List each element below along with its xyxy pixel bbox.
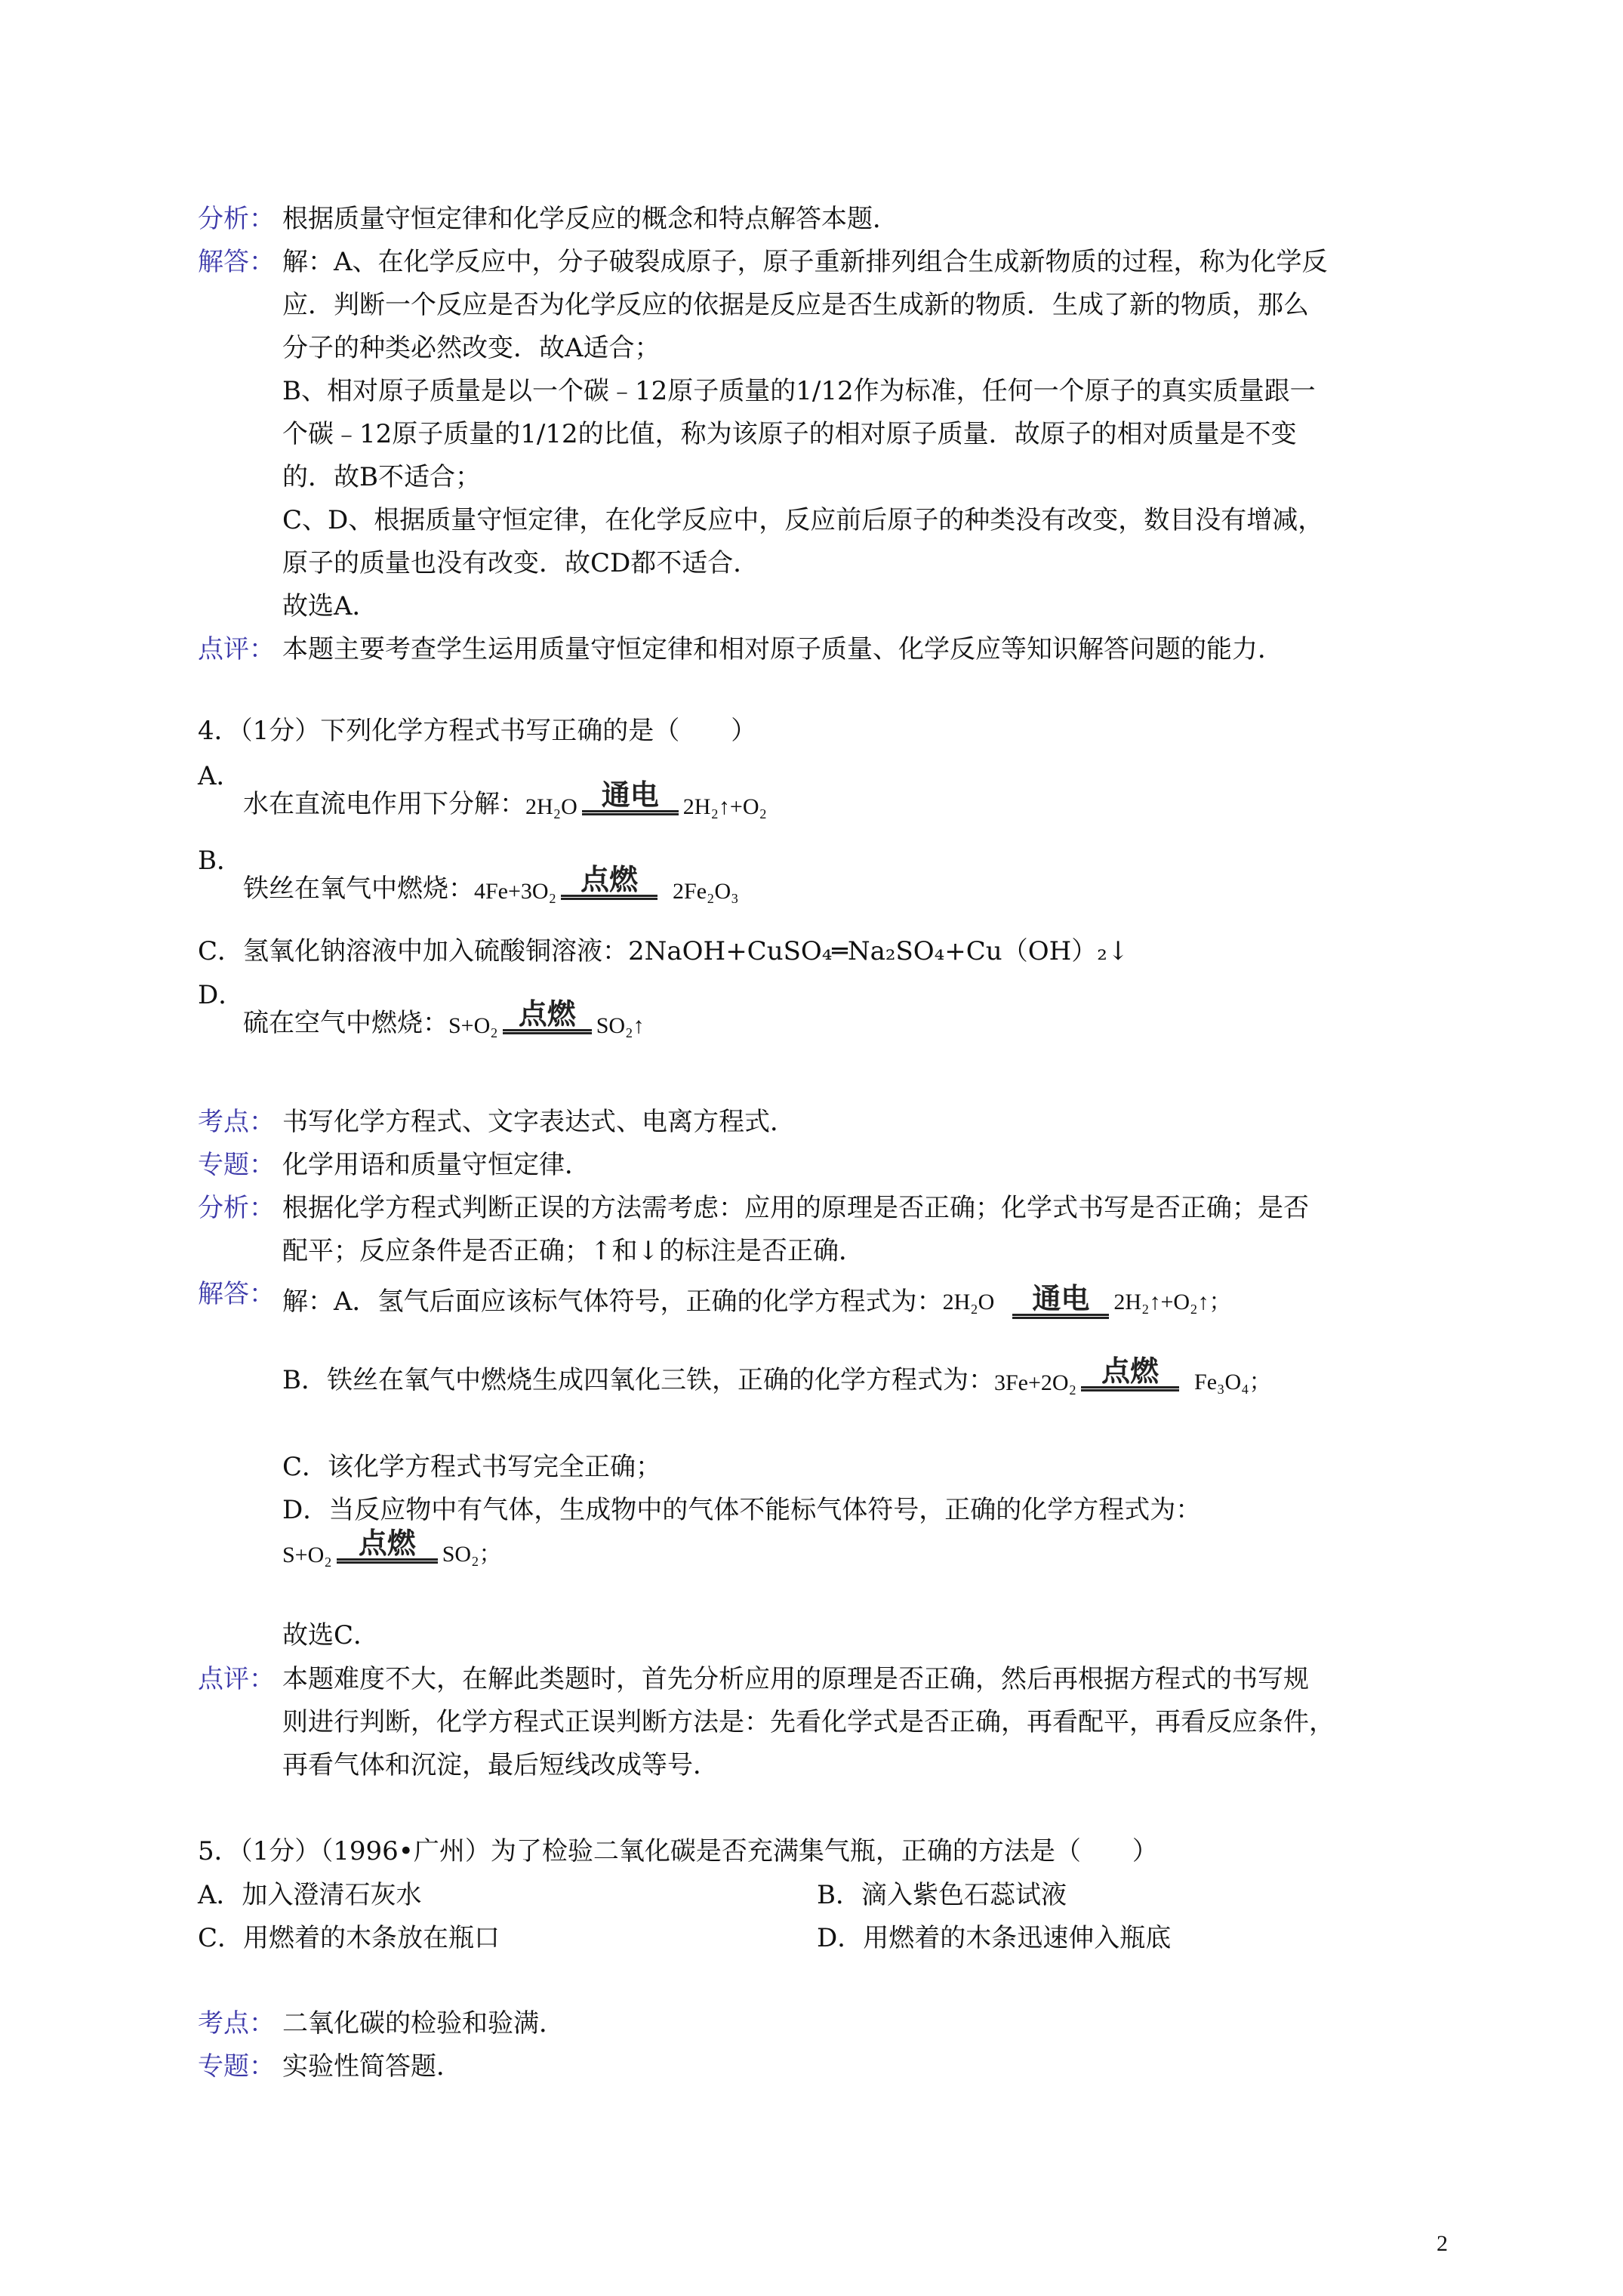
option-text: 硫在空气中燃烧： [243, 1008, 448, 1038]
jieda-label: 解答： [198, 247, 275, 277]
q5-option-d: D．用燃着的木条迅速伸入瓶底 [817, 1923, 1172, 1953]
fenxi-text: 根据质量守恒定律和化学反应的概念和特点解答本题． [282, 204, 898, 234]
equation-rhs: SO₂↑ [596, 1013, 645, 1038]
jieda-line: 个碳﹣12原子质量的1/12的比值，称为该原子的相对原子质量．故原子的相对质量是不变 [282, 419, 1297, 449]
q4-option-b [198, 840, 1443, 905]
fenxi-label: 分析： [198, 1193, 275, 1223]
jieda-line: 解：A、在化学反应中，分子破裂成原子，原子重新排列组合生成新物质的过程，称为化学反 [282, 247, 1328, 277]
option-letter: A． [198, 761, 242, 791]
q4-option-a [198, 755, 1443, 820]
jieda-line: C、D、根据质量守恒定律，在化学反应中，反应前后原子的种类没有改变，数目没有增减， [282, 505, 1324, 535]
fenxi-line: 根据化学方程式判断正误的方法需考虑：应用的原理是否正确；化学式书写是否正确；是否 [282, 1193, 1309, 1223]
page-number: 2 [1437, 2231, 1448, 2256]
equation-rhs: 2H₂↑+O₂ [682, 794, 767, 819]
dianping-text: 本题主要考查学生运用质量守恒定律和相对原子质量、化学反应等知识解答问题的能力． [282, 634, 1283, 664]
jieda-a-text: 解：A．氢气后面应该标气体符号，正确的化学方程式为： [282, 1287, 943, 1317]
fenxi-line: 配平；反应条件是否正确；↑和↓的标注是否正确． [282, 1236, 864, 1266]
dianping-line: 再看气体和沉淀，最后短线改成等号． [282, 1750, 719, 1780]
q5-stem: 5．（1分）（1996•广州）为了检验二氧化碳是否充满集气瓶，正确的方法是（ ） [198, 1836, 1158, 1866]
q4-analysis-block [198, 1101, 1443, 1273]
zhuanti-text: 化学用语和质量守恒定律． [282, 1150, 590, 1180]
reaction-arrow [337, 1528, 438, 1564]
fenxi-label: 分析： [198, 204, 275, 234]
reaction-arrow [561, 864, 658, 900]
equation-lhs: 3Fe+2O₂ [993, 1370, 1077, 1395]
equation-rhs: SO₂； [442, 1542, 502, 1567]
q5-option-b: B．滴入紫色石蕊试液 [817, 1880, 1067, 1910]
jieda-text [282, 241, 1443, 628]
zhuanti-text: 实验性简答题． [282, 2051, 462, 2082]
reaction-condition: 通电 [601, 778, 659, 812]
q4-stem: 4．（1分）下列化学方程式书写正确的是（ ） [198, 716, 757, 746]
option-letter: D． [198, 980, 245, 1010]
q4-solution-b [282, 1354, 1452, 1396]
jieda-line: 故选A． [282, 591, 378, 621]
q4-option-d [198, 974, 1443, 1039]
dianping-label: 点评： [198, 634, 275, 664]
q5-option-a: A．加入澄清石灰水 [198, 1880, 422, 1910]
reaction-arrow [1012, 1284, 1109, 1319]
dianping-text [282, 1658, 1443, 1787]
equation-rhs: Fe₃O₄； [1194, 1370, 1272, 1395]
reaction-condition: 点燃 [358, 1527, 416, 1560]
dianping-line: 本题难度不大，在解此类题时，首先分析应用的原理是否正确，然后再根据方程式的书写规 [282, 1664, 1309, 1694]
q4-comment-block [198, 1658, 1443, 1787]
equation-lhs: S+O₂ [448, 1013, 498, 1038]
kaodian-label: 考点： [198, 1107, 275, 1137]
option-letter: B． [198, 846, 242, 876]
reaction-arrow [582, 780, 679, 815]
option-text: 水在直流电作用下分解： [243, 789, 525, 819]
zhuanti-label: 专题： [198, 1150, 275, 1180]
equation-lhs: 2H₂O [525, 794, 577, 819]
reaction-condition: 点燃 [1101, 1354, 1160, 1388]
reaction-condition: 点燃 [581, 863, 639, 896]
jieda-b-text: B．铁丝在氧气中燃烧生成四氧化三铁，正确的化学方程式为： [282, 1365, 994, 1395]
equation-lhs: 2H₂O [942, 1290, 995, 1314]
q4-solution-d: D．当反应物中有气体，生成物中的气体不能标气体符号，正确的化学方程式为： [282, 1495, 1202, 1525]
dianping-line: 则进行判断，化学方程式正误判断方法是：先看化学式是否正确，再看配平，再看反应条件， [282, 1707, 1335, 1737]
fenxi-text [282, 1187, 1443, 1273]
reaction-condition: 通电 [1032, 1282, 1090, 1315]
equation-rhs: 2Fe₂O₃ [673, 879, 739, 904]
q5-options [198, 1874, 1443, 1960]
reaction-arrow [1081, 1356, 1179, 1391]
equation-rhs: 2H₂↑+O₂↑； [1113, 1290, 1232, 1314]
q4-answer: 故选C． [282, 1620, 380, 1650]
reaction-arrow [503, 999, 592, 1034]
kaodian-label: 考点： [198, 2008, 275, 2039]
jieda-label: 解答： [198, 1279, 275, 1309]
jieda-line: B、相对原子质量是以一个碳﹣12原子质量的1/12作为标准，任何一个原子的真实质量跟一 [282, 376, 1316, 406]
q4-option-c: C．氢氧化钠溶液中加入硫酸铜溶液：2NaOH+CuSO₄═Na₂SO₄+Cu（OH）₂↓ [198, 936, 1129, 966]
q5-analysis-block [198, 2002, 1443, 2088]
jieda-line: 的．故B不适合； [282, 462, 481, 492]
q3-analysis-block [198, 198, 1443, 671]
q5-option-c: C．用燃着的木条放在瓶口 [198, 1923, 500, 1953]
jieda-line: 应．判断一个反应是否为化学反应的依据是反应是否生成新的物质．生成了新的物质，那么 [282, 290, 1309, 320]
equation-lhs: S+O₂ [282, 1542, 332, 1567]
q4-solution-block [198, 1273, 1443, 1324]
zhuanti-label: 专题： [198, 2051, 275, 2082]
jieda-text [282, 1273, 1443, 1324]
q4-solution-d-equation [282, 1527, 1452, 1568]
reaction-condition: 点燃 [518, 997, 576, 1031]
dianping-label: 点评： [198, 1664, 275, 1694]
kaodian-text: 二氧化碳的检验和验满． [282, 2008, 565, 2039]
option-text: 铁丝在氧气中燃烧： [243, 874, 474, 904]
jieda-line: 原子的质量也没有改变．故CD都不适合． [282, 548, 759, 578]
equation-lhs: 4Fe+3O₂ [474, 879, 557, 904]
kaodian-text: 书写化学方程式、文字表达式、电离方程式． [282, 1107, 796, 1137]
jieda-line: 分子的种类必然改变．故A适合； [282, 333, 661, 363]
q4-solution-c: C．该化学方程式书写完全正确； [282, 1452, 662, 1482]
